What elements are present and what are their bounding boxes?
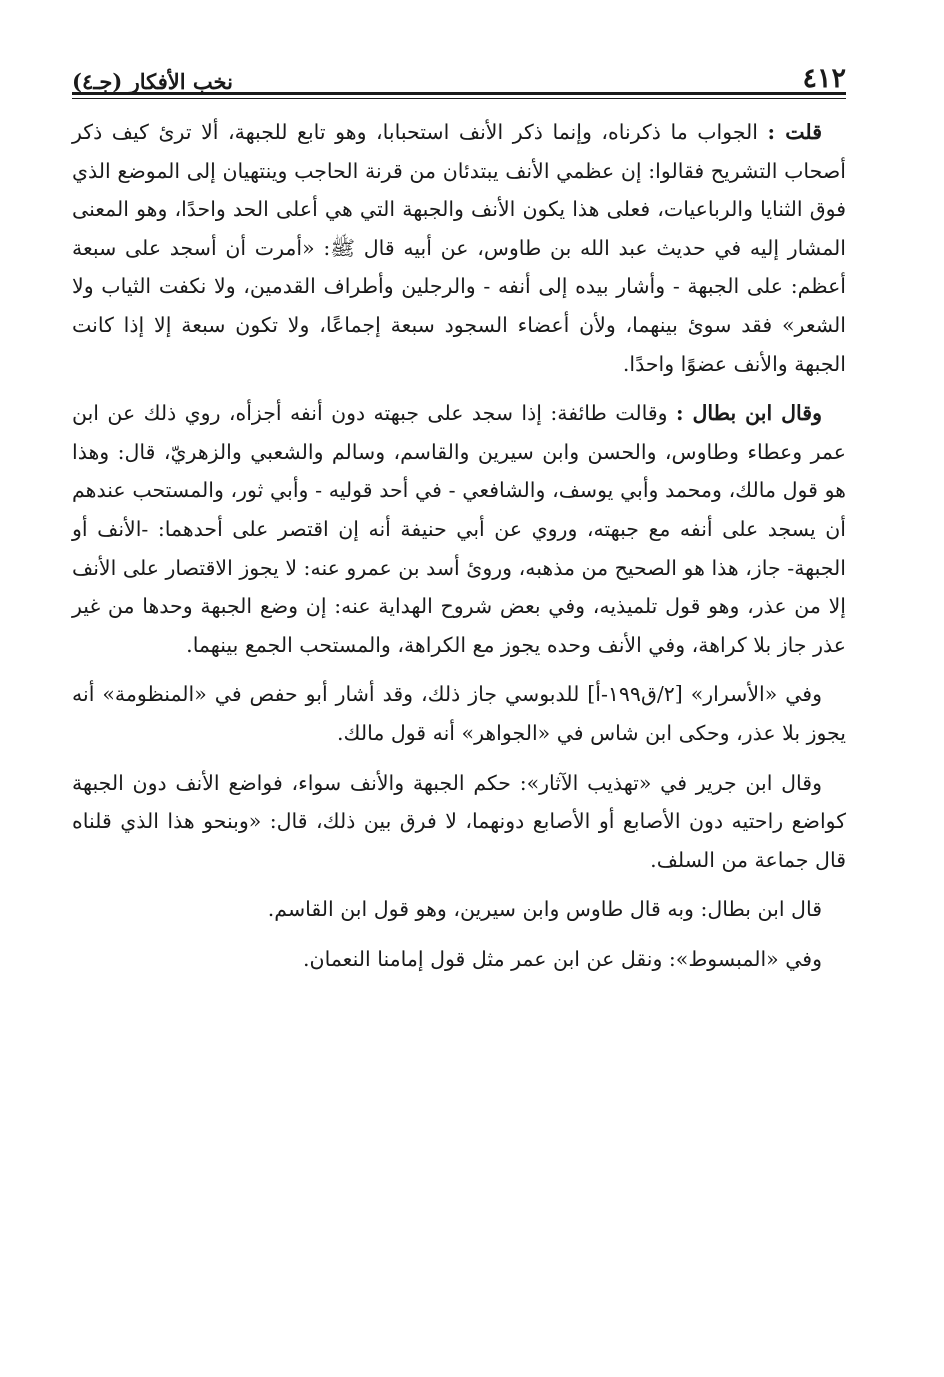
paragraph-2-text: وقالت طائفة: إذا سجد على جبهته دون أنفه أجزأه، روي ذلك عن ابن عمر وعطاء وطاوس، والحسن وابن سيرين والقاسم، وسالم والشعبي والزهريّ، قال: وهذا هو قول مالك، ومحمد وأبي يوسف، والشافعي - في أحد قوليه - وأبي ثور، والمستحب عندهم أن يسجد على أنفه مع جبهته، وروي عن أبي حنيفة أنه إن اقتصر على أحدهما: -الأنف أو الجبهة- جاز، هذا هو الصحيح من مذهبه، وروئ أسد بن عمرو عنه: لا يجوز الاقتصار على الأنف إلا من عذر، وهو قول تلميذيه، وفي بعض شروح الهداية عنه: إن وضع الجبهة وحدها من غير عذر جاز بلا كراهة، وفي الأنف وحده يجوز مع الكراهة، والمستحب الجمع بينهما. (72, 401, 846, 657)
paragraph-1-lead: قلت : (767, 120, 822, 144)
running-title: نخب الأفكار (جـ٤) (72, 69, 233, 94)
paragraph-5-text: قال ابن بطال: وبه قال طاوس وابن سيرين، وهو قول ابن القاسم. (267, 897, 822, 922)
header-rule (72, 92, 846, 95)
paragraph-3-text: وفي «الأسرار» [٢/ق١٩٩-أ] للدبوسي جاز ذلك، وقد أشار أبو حفص في «المنظومة» أنه يجوز بلا عذر، وحكى ابن شاس في «الجواهر» أنه قول مالك. (72, 682, 846, 745)
page-number: ٤١٢ (802, 63, 846, 94)
page-header (72, 48, 846, 92)
header-rule-thin (72, 98, 846, 99)
paragraph-6 (72, 940, 846, 979)
paragraph-2 (72, 394, 846, 664)
paragraph-1 (72, 113, 846, 383)
page-body (72, 113, 846, 989)
paragraph-2-lead: وقال ابن بطال : (675, 401, 822, 426)
paragraph-3 (72, 675, 846, 752)
paragraph-6-text: وفي «المبسوط»: ونقل عن ابن عمر مثل قول إمامنا النعمان. (303, 946, 822, 971)
paragraph-5 (72, 890, 846, 929)
paragraph-1-text: الجواب ما ذكرناه، وإنما ذكر الأنف استحبابا، وهو تابع للجبهة، ألا ترئ كيف ذكر أصحاب التشريح فقالوا: إن عظمي الأنف يبتدئان من قرنة الحاجب وينتهيان إلى الموضع الذي فوق الثنايا والرباعيات، فعلى هذا يكون الأنف والجبهة التي هي أعلى الحد واحدًا، وهو المعنى المشار إليه في حديث عبد الله بن طاوس، عن أبيه قال ﷺ: «أمرت أن أسجد على سبعة أعظم: على الجبهة - وأشار بيده إلى أنفه - والرجلين وأطراف القدمين، ولا نكفت الثياب ولا الشعر» فقد سوئ بينهما، ولأن أعضاء السجود سبعة إجماعًا، ولا تكون سبعة إلا إذا كانت الجبهة والأنف عضوًا واحدًا. (72, 120, 846, 376)
paragraph-4 (72, 764, 846, 880)
paragraph-4-text: وقال ابن جرير في «تهذيب الآثار»: حكم الجبهة والأنف سواء، فواضع الأنف دون الجبهة كواضع راحتيه دون الأصابع أو الأصابع دونهما، لا فرق بين ذلك، قال: «وبنحو هذا الذي قلناه قال جماعة من السلف. (72, 770, 846, 872)
